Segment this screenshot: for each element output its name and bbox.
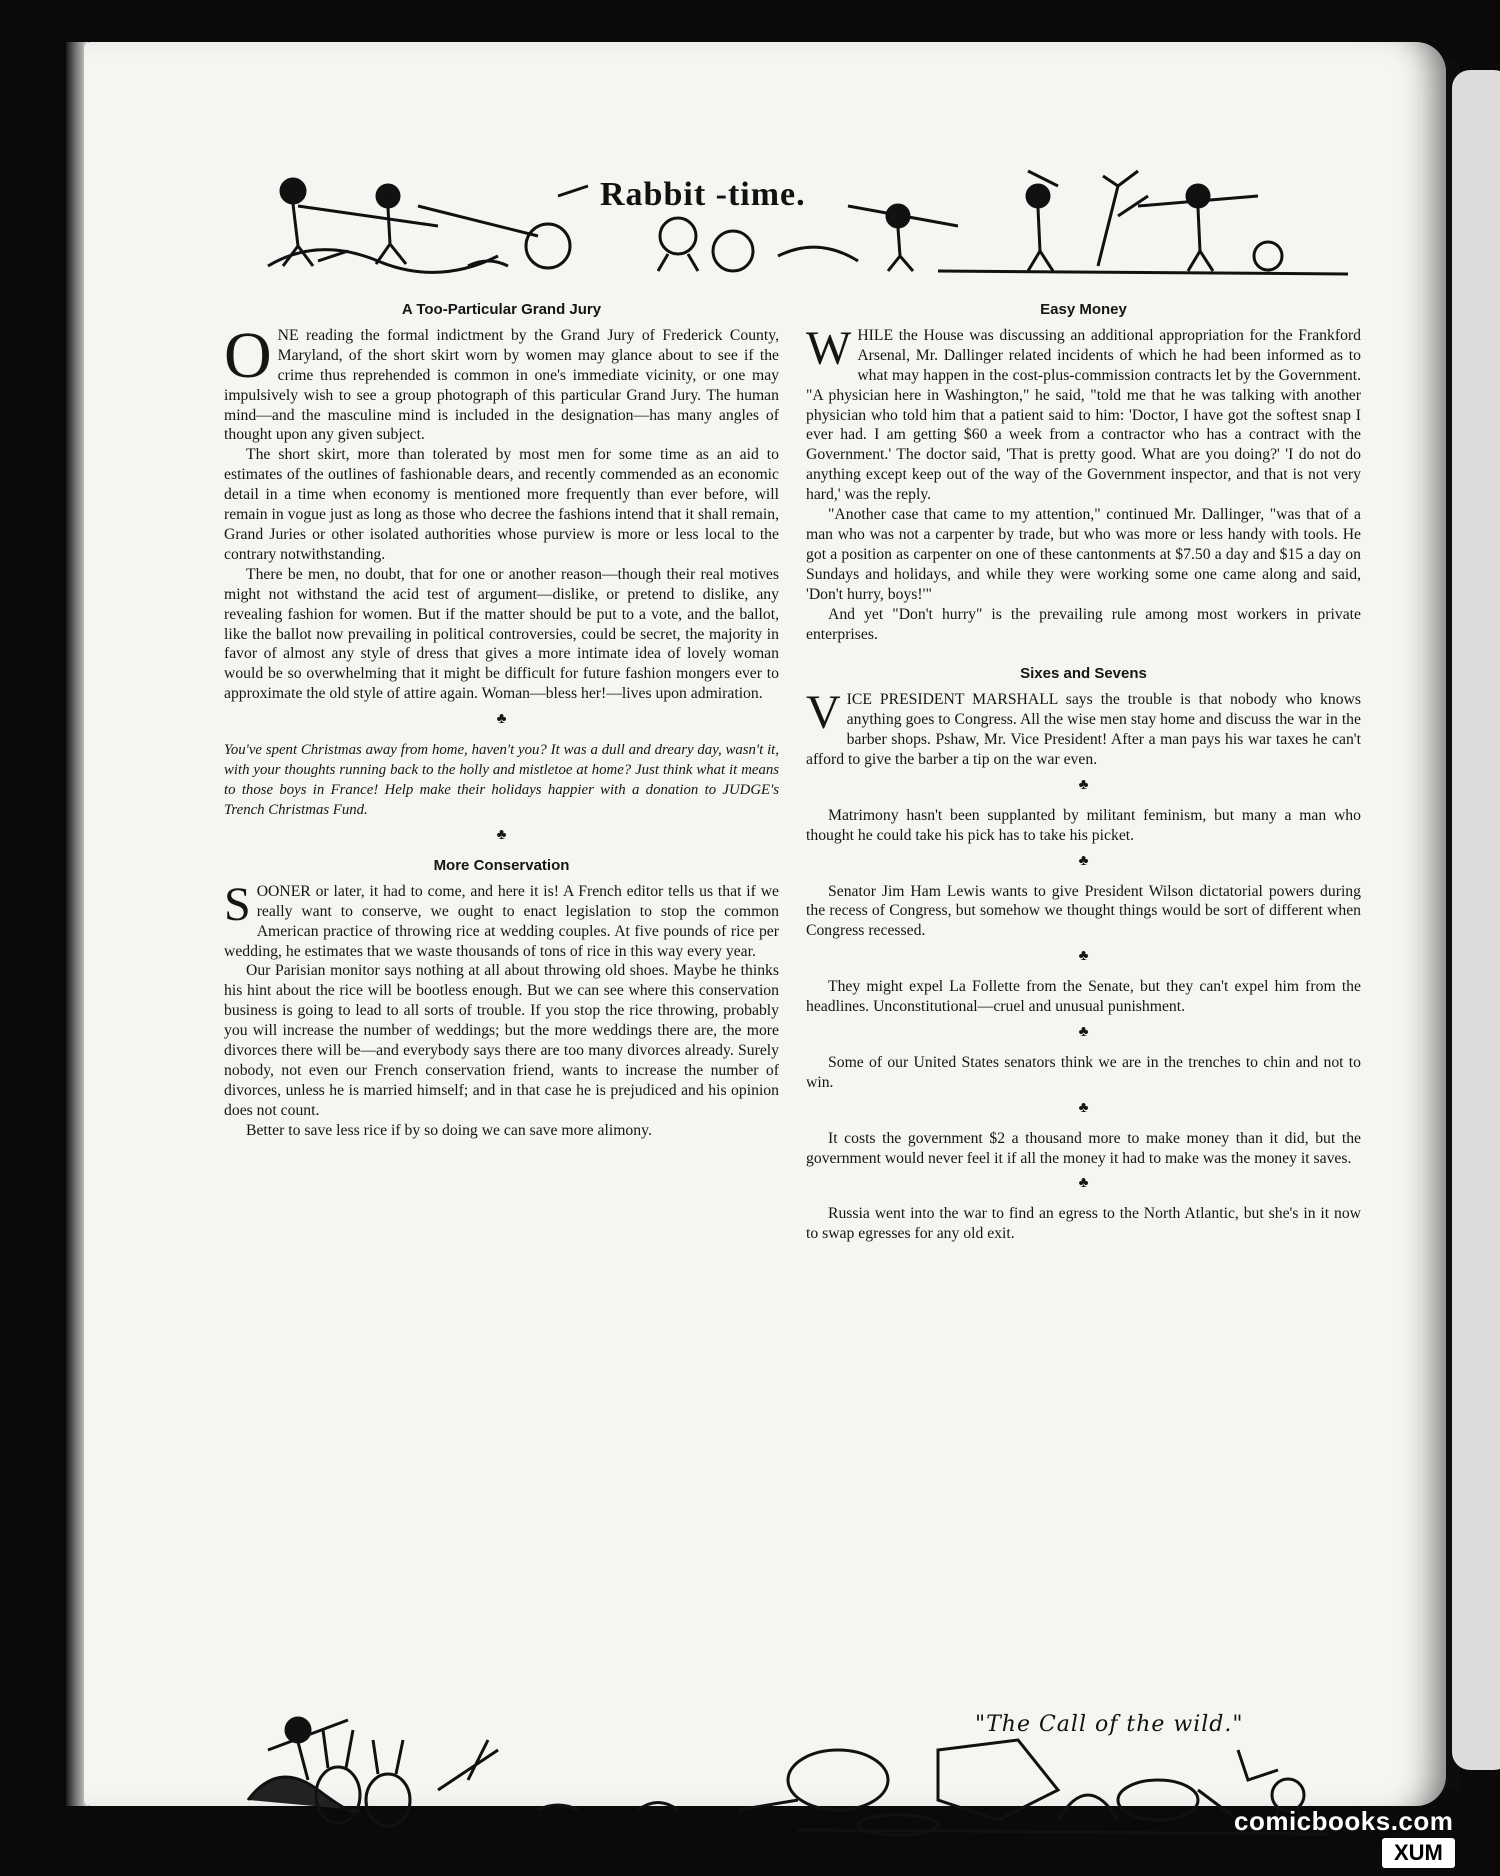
article-paragraph: There be men, no doubt, that for one or another reason—though their real motives might not withstand the acid test of argument—dislike, or pretend to dislike, any revealing fashion for women. But if the matter should be put to a vote, and the ballot, like the ballot now prevailing in political controversies, could be secret, the majority in favor of almost any style of dress that gives a more intimate idea of lovely woman would be so overwhelming that it might be difficult for future fashion mongers ever to approximate the old style of attire again. Woman—bless her!—lives upon admiration.	[224, 565, 779, 703]
paragraph-item: Senator Jim Ham Lewis wants to give President Wilson dictatorial powers during the recess of Congress, but somehow we thought things would be sort of different when Congress recessed.	[806, 882, 1361, 940]
drop-cap: S	[224, 877, 251, 931]
header-illustration	[258, 166, 1358, 281]
drop-cap: V	[806, 686, 841, 740]
left-column	[224, 300, 779, 1141]
club-ornament-icon: ♣	[1078, 1024, 1089, 1040]
article-paragraph: Our Parisian monitor says nothing at all about throwing old shoes. Maybe he thinks his hint about the rice will be bootless enough. But we can see where this conservation business is going to lead to all sorts of trouble. If you stop the rice throwing, probably you will increase the number of weddings; but the more weddings there are, the more divorces there will be—and everybody says there are too many divorces already. Surely nobody, not even our French conservation friend, wants to increase the number of divorces, unless he is married himself; and in that case he is prejudiced and his opinion does not count.	[224, 962, 779, 1119]
italic-notice: You've spent Christmas away from home, haven't you? It was a dull and dreary day, wasn't it, with your thoughts running back to the holly and mistletoe at home? Just think what it means to those boys in France! Help make their holidays happier with a donation to JUDGE's Trench Christmas Fund.	[224, 742, 779, 819]
article-paragraph: "Another case that came to my attention," continued Mr. Dallinger, "was that of a man who was not a carpenter by trade, but who was more or less handy with tools. He got a position as carpenter on one of these cantonments at $7.50 a day and $15 a day on Sundays and holidays, and while they were working some one came along and said, 'Don't hurry, boys!'"	[806, 506, 1361, 603]
footer-caption: "The Call of the wild."	[975, 1712, 1244, 1737]
club-ornament-icon: ♣	[1078, 776, 1089, 793]
section-heading: More Conservation	[433, 856, 570, 874]
club-ornament-icon: ♣	[1078, 1175, 1089, 1192]
club-ornament-icon: ♣	[1078, 852, 1089, 869]
next-page-edge	[1452, 70, 1500, 1770]
drop-cap: W	[806, 321, 852, 375]
article-paragraph: VICE PRESIDENT MARSHALL says the trouble is that nobody who knows anything goes to Congress. All the wise men stay home and discuss the war in the barber shops. Pshaw, Mr. Vice President! After a man pays his war taxes he can't afford to give the barber a tip on the war even.	[806, 686, 1361, 769]
section-heading: A Too-Particular Grand Jury	[401, 301, 602, 318]
paragraph-item: Some of our United States senators think we are in the trenches to chin and not to win.	[806, 1053, 1361, 1091]
drop-cap: O	[224, 318, 272, 392]
club-ornament-icon: ♣	[1078, 948, 1089, 965]
club-ornament-icon: ♣	[496, 827, 507, 844]
site-watermark: comicbooks.com	[1234, 1806, 1454, 1836]
article-paragraph: SOONER or later, it had to come, and here it is! A French editor tells us that if we really want to conserve, we ought to enact legislation to stop the common American practice of throwing rice at wedding couples. At five pounds of rice per wedding, he estimates that we waste thousands of tons of rice in this way every year.	[224, 877, 779, 960]
section-heading: Sixes and Sevens	[1020, 665, 1147, 683]
article-paragraph: And yet "Don't hurry" is the prevailing rule among most workers in private enterprises.	[806, 605, 1361, 643]
article-paragraph: Better to save less rice if by so doing we can save more alimony.	[246, 1121, 652, 1139]
badge-label: XUM	[1382, 1838, 1455, 1868]
paragraph-item: Russia went into the war to find an egress to the North Atlantic, but she's in it now to swap egresses for any old exit.	[806, 1205, 1361, 1243]
banner-title: Rabbit -time.	[600, 176, 806, 213]
article-paragraph: ONE reading the formal indictment by the Grand Jury of Frederick County, Maryland, of the short skirt worn by women may glance about to see if the crime thus reprehended is common in one's immediate vicinity, or one may impulsively wish to see a group photograph of this particular Grand Jury. The human mind—and the masculine mind is included in the designation—has many angles of thought upon any given subject.	[224, 318, 779, 444]
club-ornament-icon: ♣	[1078, 1099, 1089, 1116]
article-paragraph: WHILE the House was discussing an additional appropriation for the Frankford Arsenal, Mr. Dallinger related incidents of which he had been informed as to what may happen in the cost-plus-commission contracts let by the Government. "A physician here in Washington," he said, "told me that he was talking with another physician who told him that a patient said to him: 'Doctor, I have got the softest snap I ever had. I am getting $60 a week from a contractor who has a contract with the Government.' The doctor said, 'That is pretty good. What are you doing?' 'I do not do anything except keep out of the way of the Government inspector, and that is not very hard,' was the reply.	[806, 321, 1361, 504]
paragraph-item: Matrimony hasn't been supplanted by militant feminism, but many a man who thought he could take his pick has to take his picket.	[806, 806, 1361, 844]
club-ornament-icon: ♣	[496, 711, 507, 728]
section-heading: Easy Money	[1040, 301, 1127, 318]
article-paragraph: The short skirt, more than tolerated by most men for some time as an aid to estimates of the outlines of fashionable dears, and recently commended as an economic detail in a time when economy is mentioned more frequently than ever before, will remain in vogue just as long as those who decree the fashions intend that it shall remain, Grand Juries or other isolated authorities whose purview is more or less local to the contrary notwithstanding.	[224, 446, 779, 563]
paragraph-item: It costs the government $2 a thousand more to make money than it did, but the government would never feel it if all the money it had to make was the money it saves.	[806, 1129, 1361, 1167]
right-column	[806, 300, 1361, 1244]
paragraph-item: They might expel La Follette from the Senate, but they can't expel him from the headlines. Unconstitutional—cruel and unusual punishment.	[806, 978, 1361, 1016]
